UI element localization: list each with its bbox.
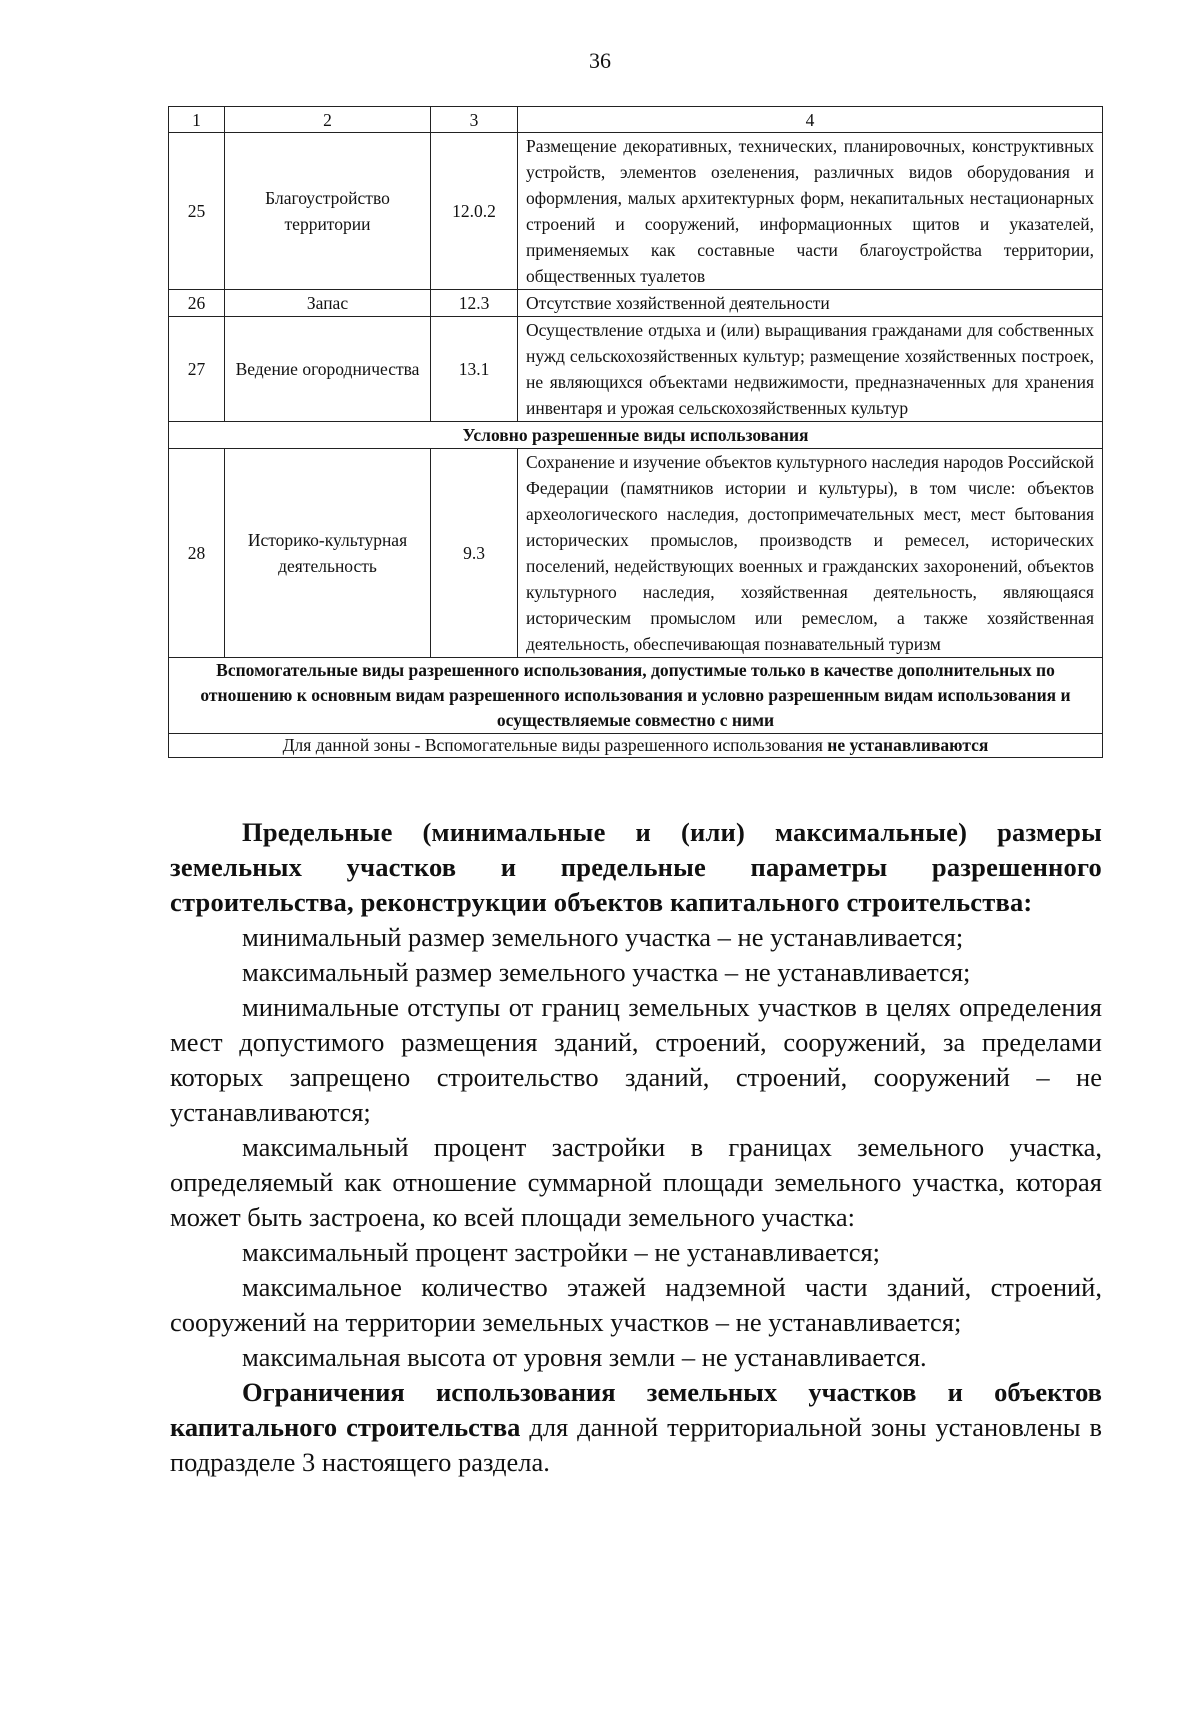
row-number: 26: [169, 290, 225, 317]
paragraph-min-plot-size: минимальный размер земельного участка – не устанавливается;: [242, 922, 964, 952]
section-row-conditional: [169, 422, 1103, 449]
section-title: Вспомогательные виды разрешенного использования, допустимые только в качестве дополнительных по отношению к основным видам разрешенного использования и условно разрешенным видам использования и осуществляемые совместно с ними: [169, 658, 1103, 734]
restrictions-text: для данной территориальной зоны установлены в подразделе 3 настоящего раздела.: [170, 1412, 1102, 1477]
zone-note-row: [169, 734, 1103, 758]
paragraph-max-plot-size: максимальный размер земельного участка – не устанавливается;: [242, 957, 971, 987]
table-row: [169, 290, 1103, 317]
row-number: 27: [169, 317, 225, 422]
use-code: 12.3: [431, 290, 518, 317]
table-row: [169, 317, 1103, 422]
regulations-text: [170, 815, 1102, 1480]
use-name: Ведение огородничества: [225, 317, 431, 422]
paragraph-restrictions: [170, 1375, 1102, 1480]
column-header: 3: [431, 107, 518, 133]
paragraph-min-setbacks: минимальные отступы от границ земельных участков в целях определения мест допустимого размещения зданий, строений, сооружений, за пределами которых запрещено строительство зданий, строений, сооружений – не устанавливаются;: [170, 992, 1102, 1127]
use-name: Благоустройство территории: [225, 133, 431, 290]
column-header: 2: [225, 107, 431, 133]
use-description: Отсутствие хозяйственной деятельности: [518, 290, 1103, 317]
table-row: [169, 133, 1103, 290]
section-title: Условно разрешенные виды использования: [169, 422, 1103, 449]
restrictions-emphasis: Ограничения использования земельных участков и объектов капитального строительства: [170, 1377, 1102, 1442]
table-row: [169, 449, 1103, 658]
use-code: 12.0.2: [431, 133, 518, 290]
page-number: 36: [589, 48, 611, 73]
use-description: Размещение декоративных, технических, планировочных, конструктивных устройств, элементов озеленения, различных видов оборудования и оформления, малых архитектурных форм, некапитальных нестационарных строений и сооружений, информационных щитов и указателей, применяемых как составные части благоустройства территории, общественных туалетов: [518, 133, 1103, 290]
section-heading: Предельные (минимальные и (или) максимальные) размеры земельных участков и предельные параметры разрешенного строительства, реконструкции объектов капитального строительства:: [170, 817, 1102, 917]
row-number: 28: [169, 449, 225, 658]
use-name: Запас: [225, 290, 431, 317]
paragraph-max-coverage: максимальный процент застройки – не устанавливается;: [242, 1237, 881, 1267]
land-use-table: [168, 106, 1103, 758]
use-description: Сохранение и изучение объектов культурного наследия народов Российской Федерации (памятников истории и культуры), в том числе: объектов археологического наследия, достопримечательных мест, мест бытования исторических промыслов, производств и ремесел, исторических поселений, недействующих военных и гражданских захоронений, объектов культурного наследия, хозяйственная деятельность, являющаяся историческим промыслом или ремеслом, а также хозяйственная деятельность, обеспечивающая познавательный туризм: [518, 449, 1103, 658]
section-row-auxiliary: [169, 658, 1103, 734]
paragraph-max-coverage-definition: максимальный процент застройки в границах земельного участка, определяемый как отношение суммарной площади земельного участка, которая может быть застроена, ко всей площади земельного участка:: [170, 1132, 1102, 1232]
column-header: 1: [169, 107, 225, 133]
table-header-row: [169, 107, 1103, 133]
use-name: Историко-культурная деятельность: [225, 449, 431, 658]
zone-note-emphasis: не устанавливаются: [827, 735, 989, 755]
use-code: 9.3: [431, 449, 518, 658]
use-code: 13.1: [431, 317, 518, 422]
row-number: 25: [169, 133, 225, 290]
paragraph-max-floors: максимальное количество этажей надземной части зданий, строений, сооружений на территории земельных участков – не устанавливается;: [170, 1272, 1102, 1337]
column-header: 4: [518, 107, 1103, 133]
zone-note-text: Для данной зоны - Вспомогательные виды разрешенного использования: [282, 735, 828, 755]
use-description: Осуществление отдыха и (или) выращивания гражданами для собственных нужд сельскохозяйственных культур; размещение хозяйственных построек, не являющихся объектами недвижимости, предназначенных для хранения инвентаря и урожая сельскохозяйственных культур: [518, 317, 1103, 422]
paragraph-max-height: максимальная высота от уровня земли – не устанавливается.: [242, 1342, 927, 1372]
zone-note: [169, 734, 1103, 758]
